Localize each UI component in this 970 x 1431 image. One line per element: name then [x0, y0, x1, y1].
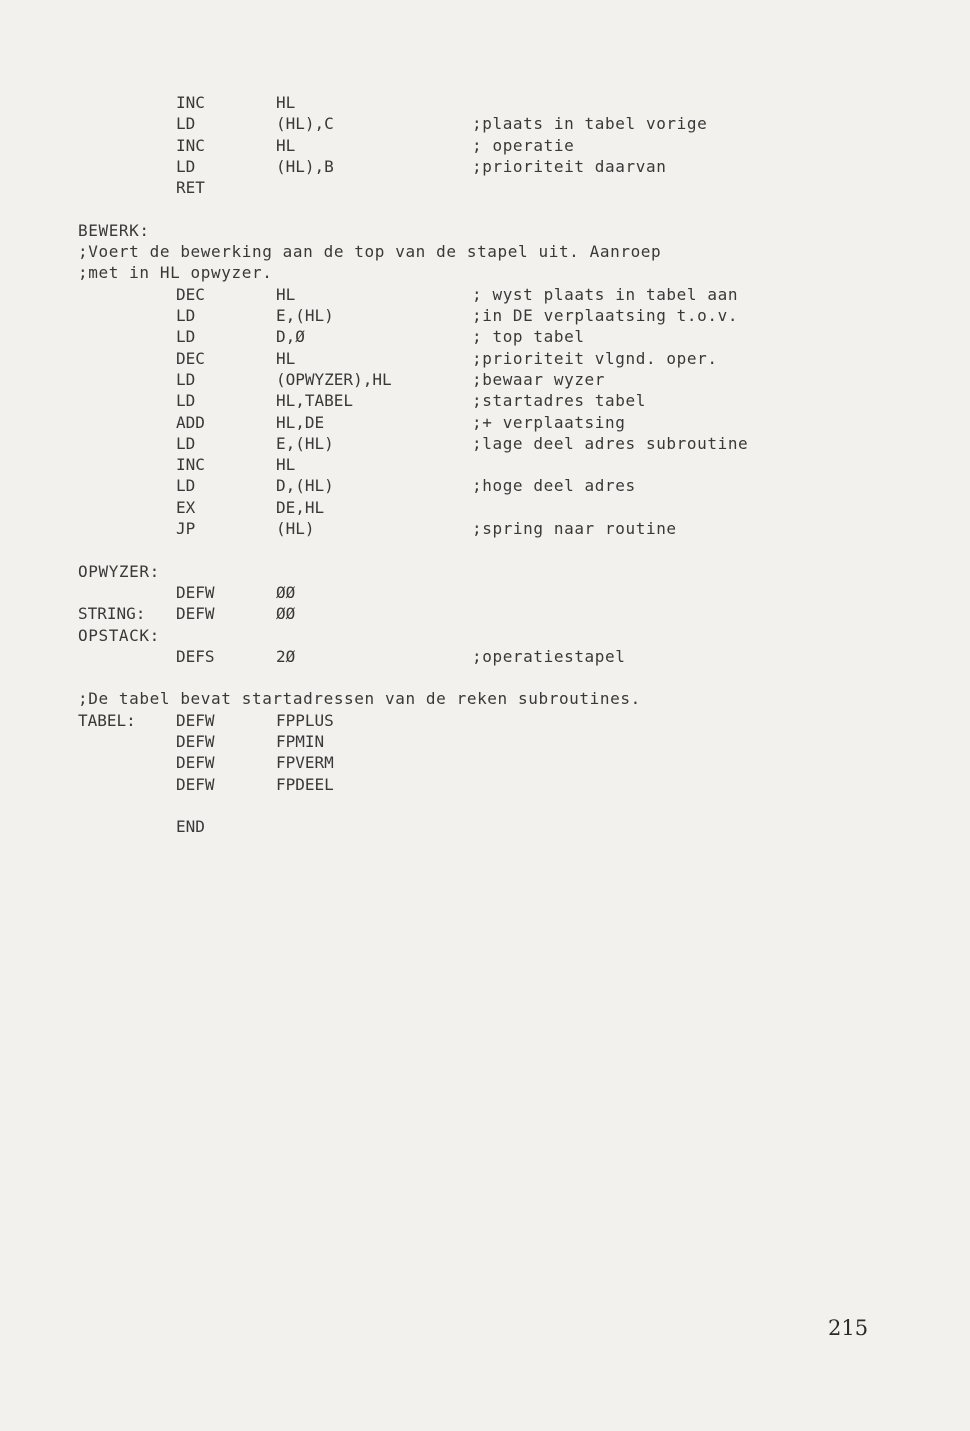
code-comment: ;+ verplaatsing	[472, 412, 626, 432]
code-operand: E,(HL)	[276, 306, 334, 325]
code-opcode: DEFW	[176, 774, 215, 794]
code-line	[0, 582, 970, 604]
code-text: OPSTACK:	[78, 625, 160, 645]
code-operand: DE,HL	[276, 497, 325, 517]
code-text: OPWYZER:	[78, 561, 160, 581]
code-opcode: INC	[176, 135, 205, 155]
code-line	[0, 688, 970, 710]
code-opcode: LD	[176, 369, 196, 389]
code-comment: ;in DE verplaatsing t.o.v.	[472, 306, 739, 325]
code-line	[0, 646, 970, 668]
code-comment: ; wyst plaats in tabel aan	[472, 284, 739, 304]
code-opcode: LD	[176, 391, 196, 411]
code-operand: (OPWYZER),HL	[276, 369, 392, 389]
code-line	[0, 710, 970, 732]
code-operand: FPDEEL	[276, 774, 334, 794]
code-line	[0, 199, 970, 221]
code-text: ;De tabel bevat startadressen van de reken subroutines.	[78, 689, 641, 709]
code-line	[0, 326, 970, 348]
code-label: TABEL:	[78, 710, 136, 730]
code-text: ;met in HL opwyzer.	[78, 263, 273, 283]
code-line	[0, 156, 970, 178]
code-text: ;Voert de bewerking aan de top van de stapel uit. Aanroep	[78, 242, 662, 262]
code-operand: HL	[276, 284, 296, 304]
code-operand: HL,TABEL	[276, 391, 354, 411]
code-opcode: INC	[176, 455, 205, 475]
code-line	[0, 348, 970, 370]
code-opcode: INC	[176, 93, 205, 112]
code-opcode: LD	[176, 306, 196, 325]
code-line	[0, 795, 970, 817]
code-opcode: DEC	[176, 284, 205, 304]
code-line	[0, 454, 970, 476]
code-opcode: JP	[176, 519, 196, 538]
code-line	[0, 539, 970, 561]
code-operand: HL,DE	[276, 412, 325, 432]
code-line	[0, 305, 970, 327]
code-line	[0, 774, 970, 796]
code-line	[0, 433, 970, 455]
code-line	[0, 284, 970, 306]
code-comment: ; top tabel	[472, 327, 585, 347]
code-line	[0, 625, 970, 647]
code-comment: ;plaats in tabel vorige	[472, 114, 708, 134]
code-operand: FPPLUS	[276, 710, 334, 730]
code-line	[0, 816, 970, 838]
code-operand: HL	[276, 93, 296, 112]
code-comment: ;spring naar routine	[472, 519, 677, 538]
code-opcode: LD	[176, 433, 196, 453]
code-comment: ; operatie	[472, 135, 575, 155]
code-line	[0, 241, 970, 263]
code-comment: ;bewaar wyzer	[472, 369, 606, 389]
code-opcode: EX	[176, 497, 196, 517]
code-label: STRING:	[78, 604, 146, 624]
code-line	[0, 412, 970, 434]
code-opcode: LD	[176, 476, 196, 496]
code-line	[0, 390, 970, 412]
code-line	[0, 262, 970, 284]
code-opcode: ADD	[176, 412, 205, 432]
code-opcode: LD	[176, 327, 196, 347]
code-opcode: DEFW	[176, 710, 215, 730]
code-operand: ØØ	[276, 604, 296, 624]
code-line	[0, 518, 970, 540]
code-operand: HL	[276, 135, 296, 155]
code-operand: HL	[276, 455, 296, 475]
code-line	[0, 369, 970, 391]
code-opcode: END	[176, 817, 205, 837]
code-operand: ØØ	[276, 582, 296, 602]
code-opcode: LD	[176, 156, 196, 176]
code-operand: FPMIN	[276, 732, 325, 751]
code-line	[0, 475, 970, 497]
code-opcode: DEFW	[176, 582, 215, 602]
code-opcode: DEFW	[176, 732, 215, 751]
code-comment: ;prioriteit vlgnd. oper.	[472, 348, 718, 368]
code-comment: ;operatiestapel	[472, 646, 626, 666]
code-comment: ;lage deel adres subroutine	[472, 433, 749, 453]
code-line	[0, 92, 970, 114]
code-line	[0, 220, 970, 242]
code-line	[0, 561, 970, 583]
code-comment: ;startadres tabel	[472, 391, 646, 411]
code-comment: ;hoge deel adres	[472, 476, 636, 496]
code-operand: (HL),C	[276, 114, 334, 134]
code-operand: FPVERM	[276, 753, 334, 773]
code-line	[0, 177, 970, 199]
code-opcode: DEFW	[176, 604, 215, 624]
code-line	[0, 731, 970, 753]
page-number: 215	[828, 1316, 869, 1340]
code-operand: 2Ø	[276, 646, 296, 666]
code-opcode: RET	[176, 178, 205, 198]
code-line	[0, 135, 970, 157]
code-operand: HL	[276, 348, 296, 368]
code-opcode: DEFW	[176, 753, 215, 773]
code-line	[0, 113, 970, 135]
code-opcode: DEC	[176, 348, 205, 368]
code-line	[0, 667, 970, 689]
code-opcode: LD	[176, 114, 196, 134]
code-line	[0, 497, 970, 519]
code-operand: E,(HL)	[276, 433, 334, 453]
code-operand: D,(HL)	[276, 476, 334, 496]
code-line	[0, 752, 970, 774]
code-comment: ;prioriteit daarvan	[472, 156, 667, 176]
code-operand: (HL),B	[276, 156, 334, 176]
code-opcode: DEFS	[176, 646, 215, 666]
code-operand: D,Ø	[276, 327, 305, 347]
code-operand: (HL)	[276, 519, 315, 538]
code-line	[0, 603, 970, 625]
code-text: BEWERK:	[78, 220, 150, 240]
